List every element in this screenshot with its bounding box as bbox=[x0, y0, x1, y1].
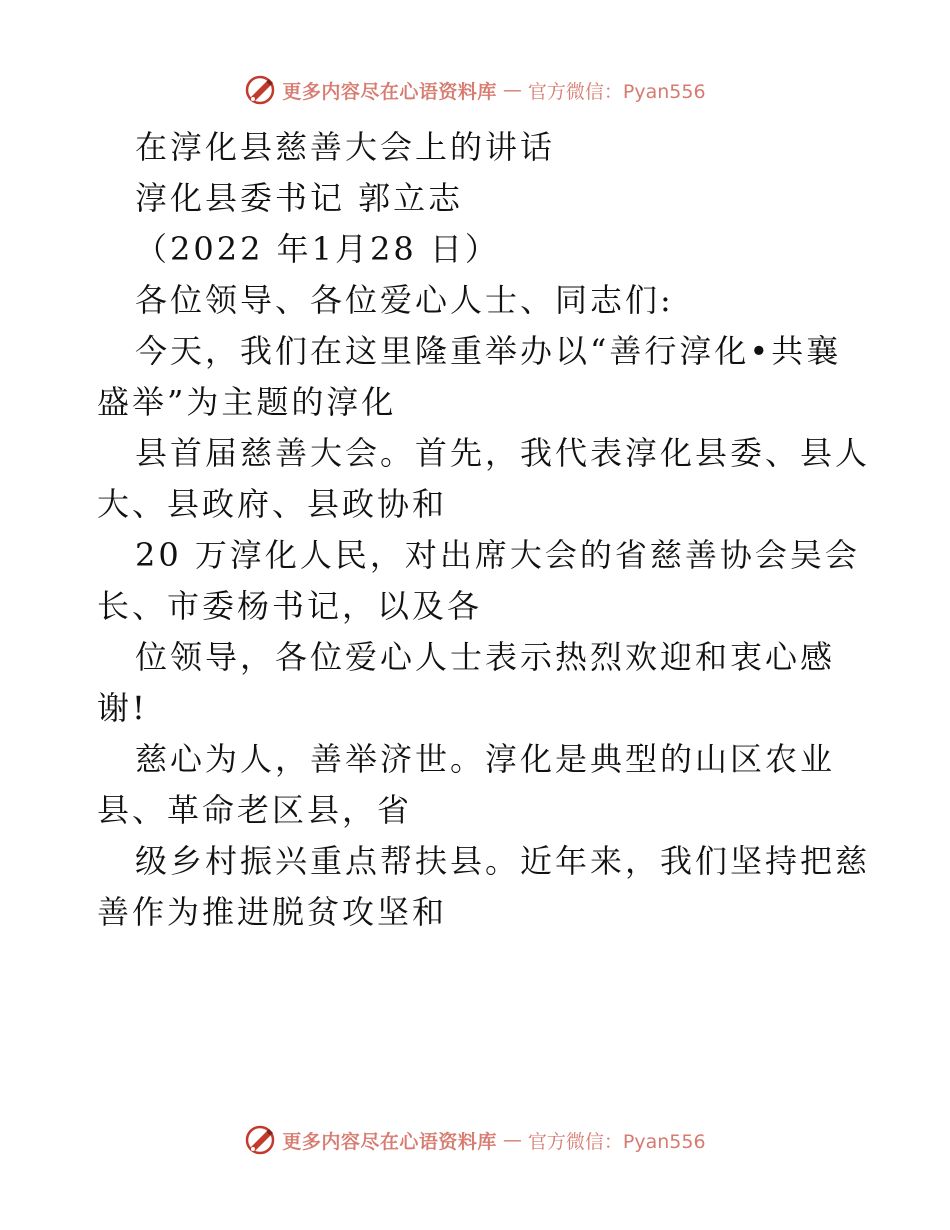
text-line: 善作为推进脱贫攻坚和 bbox=[97, 893, 448, 931]
document-body bbox=[97, 122, 871, 938]
header-watermark bbox=[0, 70, 950, 110]
text-line: 县首届慈善大会。首先，我代表淳化县委、县人 bbox=[135, 434, 871, 472]
watermark-separator: — bbox=[502, 79, 522, 101]
text-line: 慈心为人，善举济世。淳化是典型的山区农业 bbox=[135, 740, 836, 778]
pen-logo-icon bbox=[244, 74, 276, 106]
text-line: 谢! bbox=[97, 689, 148, 727]
text-line: 今天，我们在这里隆重举办以“善行淳化•共襄 bbox=[135, 332, 842, 370]
text-line: 淳化县委书记 郭立志 bbox=[135, 179, 464, 217]
text-line: 位领导，各位爱心人士表示热烈欢迎和衷心感 bbox=[135, 638, 836, 676]
watermark-contact-text: 官方微信：Pyan556 bbox=[527, 80, 706, 103]
text-line: 县、革命老区县，省 bbox=[97, 791, 413, 829]
watermark-main-text: 更多内容尽在心语资料库 bbox=[282, 1130, 497, 1153]
text-line: （2022 年1月28 日） bbox=[135, 230, 500, 268]
text-line: 20 万淳化人民，对出席大会的省慈善协会吴会 bbox=[135, 536, 860, 574]
text-line: 级乡村振兴重点帮扶县。近年来，我们坚持把慈 bbox=[135, 842, 871, 880]
footer-watermark bbox=[0, 1120, 950, 1160]
text-line: 各位领导、各位爱心人士、同志们: bbox=[135, 281, 674, 319]
text-line: 盛举”为主题的淳化 bbox=[97, 383, 397, 421]
watermark-separator: — bbox=[502, 1129, 522, 1151]
pen-logo-icon bbox=[244, 1124, 276, 1156]
watermark-main-text: 更多内容尽在心语资料库 bbox=[282, 80, 497, 103]
text-line: 在淳化县慈善大会上的讲话 bbox=[135, 128, 556, 166]
watermark-contact-text: 官方微信：Pyan556 bbox=[527, 1130, 706, 1153]
text-line: 长、市委杨书记，以及各 bbox=[97, 587, 483, 625]
text-line: 大、县政府、县政协和 bbox=[97, 485, 448, 523]
